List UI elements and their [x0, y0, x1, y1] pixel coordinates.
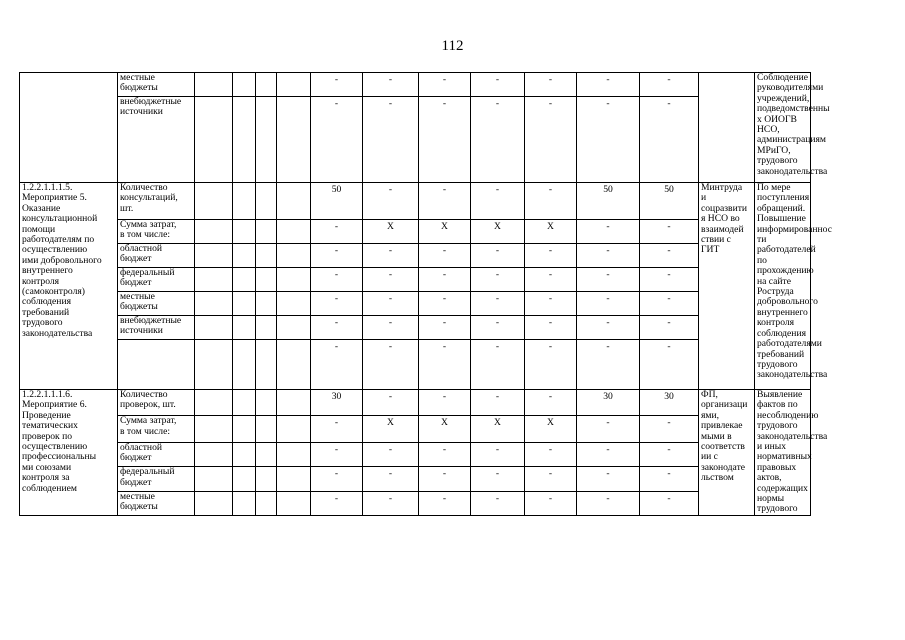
value-cell: -: [525, 268, 577, 292]
value-cell: -: [311, 97, 363, 183]
empty-cell: [195, 220, 233, 244]
value-cell: -: [640, 220, 699, 244]
empty-cell: [195, 340, 233, 390]
value-cell: -: [640, 416, 699, 442]
value-cell: -: [525, 340, 577, 390]
value-cell: X: [525, 220, 577, 244]
value-cell: -: [640, 97, 699, 183]
value-cell: -: [419, 316, 471, 340]
empty-cell: [277, 316, 311, 340]
value-cell: -: [525, 73, 577, 97]
row-label: областной бюджет: [118, 244, 195, 268]
empty-cell: [277, 220, 311, 244]
empty-cell: [233, 73, 256, 97]
value-cell: -: [363, 97, 419, 183]
value-cell: -: [311, 268, 363, 292]
value-cell: -: [419, 268, 471, 292]
value-cell: -: [577, 316, 640, 340]
row-label: федеральный бюджет: [118, 268, 195, 292]
empty-cell: [195, 97, 233, 183]
value-cell: -: [419, 183, 471, 220]
value-cell: -: [525, 183, 577, 220]
value-cell: X: [525, 416, 577, 442]
empty-cell: [195, 390, 233, 416]
row-label: Сумма затрат, в том числе:: [118, 416, 195, 442]
value-cell: -: [525, 491, 577, 515]
empty-cell: [256, 220, 277, 244]
value-cell: 30: [577, 390, 640, 416]
row-label: областной бюджет: [118, 442, 195, 466]
activity-name-cell: [20, 73, 118, 183]
table-row: [20, 183, 897, 220]
empty-cell: [195, 442, 233, 466]
value-cell: -: [525, 244, 577, 268]
empty-cell: [233, 220, 256, 244]
row-label: [118, 340, 195, 390]
value-cell: -: [363, 316, 419, 340]
empty-cell: [256, 340, 277, 390]
empty-cell: [233, 97, 256, 183]
row-label: местные бюджеты: [118, 292, 195, 316]
empty-cell: [195, 73, 233, 97]
value-cell: -: [419, 73, 471, 97]
value-cell: -: [525, 467, 577, 491]
value-cell: X: [419, 220, 471, 244]
value-cell: -: [471, 73, 525, 97]
table-row: [20, 73, 897, 97]
row-label: внебюджетные источники: [118, 97, 195, 183]
value-cell: -: [311, 340, 363, 390]
result-cell: Соблюдение руководителями учреждений, подведомственны х ОИОГВ НСО, администрациям МРиГО, трудового законодательства: [755, 73, 811, 183]
value-cell: -: [471, 467, 525, 491]
row-label: местные бюджеты: [118, 491, 195, 515]
activity-name-cell: 1.2.2.1.1.1.5. Мероприятие 5. Оказание консультационной помощи работодателям по осуществлению ими добровольного внутреннего контроля (самоконтроля) соблюдения требований трудового законодательства: [20, 183, 118, 390]
value-cell: -: [577, 244, 640, 268]
value-cell: -: [577, 292, 640, 316]
value-cell: -: [471, 183, 525, 220]
value-cell: -: [577, 491, 640, 515]
empty-cell: [256, 268, 277, 292]
value-cell: -: [577, 416, 640, 442]
empty-cell: [195, 292, 233, 316]
value-cell: X: [471, 220, 525, 244]
value-cell: 50: [640, 183, 699, 220]
empty-cell: [277, 491, 311, 515]
value-cell: -: [471, 390, 525, 416]
value-cell: 30: [640, 390, 699, 416]
executor-cell: Минтруда и соцразвити я НСО во взаимодей ствии с ГИТ: [699, 183, 755, 390]
empty-cell: [277, 442, 311, 466]
empty-cell: [256, 316, 277, 340]
value-cell: -: [363, 268, 419, 292]
activity-name-cell: 1.2.2.1.1.1.6. Мероприятие 6. Проведение тематических проверок по осуществлению профессиональны ми союзами контроля за соблюдением: [20, 390, 118, 516]
value-cell: -: [577, 220, 640, 244]
empty-cell: [195, 244, 233, 268]
empty-cell: [233, 467, 256, 491]
empty-cell: [256, 73, 277, 97]
value-cell: -: [419, 491, 471, 515]
value-cell: -: [419, 292, 471, 316]
value-cell: -: [311, 467, 363, 491]
value-cell: X: [471, 416, 525, 442]
empty-cell: [256, 183, 277, 220]
value-cell: -: [640, 340, 699, 390]
empty-cell: [277, 268, 311, 292]
value-cell: -: [577, 73, 640, 97]
empty-cell: [256, 491, 277, 515]
value-cell: -: [363, 467, 419, 491]
value-cell: -: [640, 292, 699, 316]
value-cell: -: [471, 97, 525, 183]
empty-cell: [233, 244, 256, 268]
empty-cell: [256, 442, 277, 466]
value-cell: -: [311, 244, 363, 268]
value-cell: -: [419, 340, 471, 390]
empty-cell: [195, 316, 233, 340]
empty-cell: [233, 442, 256, 466]
table-body: [20, 73, 897, 516]
value-cell: -: [419, 442, 471, 466]
empty-cell: [277, 97, 311, 183]
empty-cell: [277, 416, 311, 442]
value-cell: -: [311, 316, 363, 340]
value-cell: -: [363, 183, 419, 220]
empty-cell: [277, 244, 311, 268]
empty-cell: [233, 416, 256, 442]
empty-cell: [277, 340, 311, 390]
empty-cell: [256, 390, 277, 416]
empty-cell: [277, 73, 311, 97]
value-cell: -: [640, 244, 699, 268]
value-cell: -: [311, 292, 363, 316]
row-label: Количество консультаций, шт.: [118, 183, 195, 220]
value-cell: -: [577, 467, 640, 491]
value-cell: -: [640, 467, 699, 491]
value-cell: -: [577, 340, 640, 390]
value-cell: -: [419, 244, 471, 268]
value-cell: 50: [311, 183, 363, 220]
executor-cell: ФП, организаци ями, привлекае мыми в соответств ии с законодате льством: [699, 390, 755, 516]
empty-cell: [233, 390, 256, 416]
empty-cell: [195, 491, 233, 515]
result-cell: Выявление фактов по несоблюдению трудового законодательства и иных нормативных правовых актов, содержащих нормы трудового: [755, 390, 811, 516]
value-cell: -: [471, 491, 525, 515]
empty-cell: [256, 292, 277, 316]
empty-cell: [233, 491, 256, 515]
value-cell: -: [640, 491, 699, 515]
value-cell: X: [363, 220, 419, 244]
budget-table: [19, 72, 897, 516]
empty-cell: [233, 316, 256, 340]
page-number: 112: [441, 38, 464, 54]
value-cell: -: [311, 220, 363, 244]
value-cell: -: [525, 390, 577, 416]
value-cell: -: [311, 491, 363, 515]
value-cell: -: [525, 97, 577, 183]
empty-cell: [256, 467, 277, 491]
empty-cell: [277, 183, 311, 220]
empty-cell: [233, 183, 256, 220]
empty-cell: [195, 268, 233, 292]
value-cell: -: [525, 442, 577, 466]
empty-cell: [256, 416, 277, 442]
value-cell: X: [419, 416, 471, 442]
value-cell: -: [471, 292, 525, 316]
value-cell: -: [640, 73, 699, 97]
value-cell: -: [525, 316, 577, 340]
value-cell: -: [363, 491, 419, 515]
empty-cell: [195, 467, 233, 491]
value-cell: -: [471, 316, 525, 340]
value-cell: -: [363, 73, 419, 97]
value-cell: -: [363, 292, 419, 316]
value-cell: -: [311, 73, 363, 97]
value-cell: -: [471, 340, 525, 390]
value-cell: -: [471, 442, 525, 466]
executor-cell: [699, 73, 755, 183]
empty-cell: [256, 244, 277, 268]
row-label: Количество проверок, шт.: [118, 390, 195, 416]
empty-cell: [256, 97, 277, 183]
empty-cell: [277, 390, 311, 416]
value-cell: -: [640, 316, 699, 340]
value-cell: -: [311, 416, 363, 442]
table-row: [20, 390, 897, 416]
empty-cell: [233, 268, 256, 292]
empty-cell: [233, 340, 256, 390]
value-cell: -: [471, 244, 525, 268]
value-cell: -: [525, 292, 577, 316]
empty-cell: [195, 416, 233, 442]
value-cell: -: [640, 268, 699, 292]
row-label: Сумма затрат, в том числе:: [118, 220, 195, 244]
value-cell: -: [577, 268, 640, 292]
row-label: внебюджетные источники: [118, 316, 195, 340]
value-cell: -: [419, 97, 471, 183]
empty-cell: [195, 183, 233, 220]
value-cell: -: [577, 97, 640, 183]
value-cell: -: [363, 340, 419, 390]
value-cell: -: [363, 390, 419, 416]
value-cell: 50: [577, 183, 640, 220]
value-cell: -: [577, 442, 640, 466]
value-cell: -: [363, 244, 419, 268]
empty-cell: [233, 292, 256, 316]
row-label: федеральный бюджет: [118, 467, 195, 491]
value-cell: -: [640, 442, 699, 466]
empty-cell: [277, 467, 311, 491]
value-cell: -: [419, 390, 471, 416]
value-cell: -: [363, 442, 419, 466]
empty-cell: [277, 292, 311, 316]
result-cell: По мере поступления обращений. Повышение информированнос ти работодателей по прохождению на сайте Роструда добровольного внутреннего контроля соблюдения работодателями требований трудового законодательства: [755, 183, 811, 390]
value-cell: -: [419, 467, 471, 491]
value-cell: X: [363, 416, 419, 442]
value-cell: -: [471, 268, 525, 292]
value-cell: -: [311, 442, 363, 466]
row-label: местные бюджеты: [118, 73, 195, 97]
value-cell: 30: [311, 390, 363, 416]
